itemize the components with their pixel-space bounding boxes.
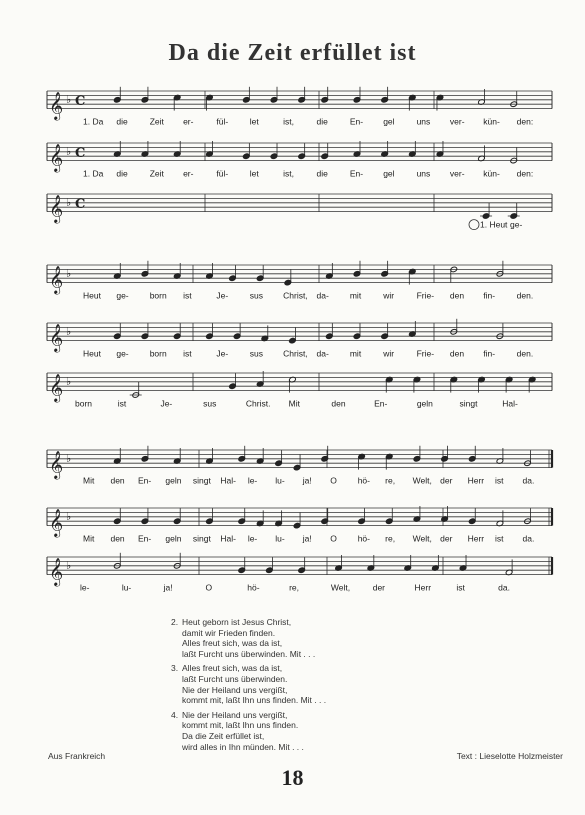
lyric-syllable: den [331,398,346,409]
flat-sign-icon: ♭ [66,266,72,280]
lyric-syllable: fül- [216,168,229,179]
lyric-syllable: ist [117,398,127,409]
verse-line: laßt Furcht uns überwinden. [182,673,288,684]
lyric-syllable: Herr [414,582,432,593]
additional-verses [171,617,326,756]
verse-number: 2. [171,617,179,627]
lyric-syllable: Je- [160,398,173,409]
lyric-syllable: ja! [163,582,173,593]
lyric-syllable: ge- [116,290,129,301]
verse-line: Alles freut sich, was da ist, [182,663,283,674]
lyric-syllable: geln [416,398,433,409]
verse-line: damit wir Frieden finden. [182,627,276,638]
lyric-syllable: Welt, [412,475,432,486]
lyric-syllable: singt [192,533,211,544]
lyric-syllable: Frie- [416,348,435,359]
treble-clef-icon: 𝄞 [49,143,64,172]
lyric-syllable: re, [385,533,396,544]
lyric-syllable: mit [349,290,362,301]
lyric-syllable: der [440,475,453,486]
lyric-syllable: O [205,582,213,593]
verse-line: Alles freut sich, was da ist, [182,638,283,649]
flat-sign-icon: ♭ [66,374,72,388]
lyric-syllable: Hal- [220,533,236,544]
lyric-syllable: Heut [83,348,101,359]
lyric-syllable: sus [249,348,264,359]
lyric-syllable: Mit [83,475,95,486]
lyric-syllable: die [116,116,128,127]
lyric-syllable: da- [316,348,329,359]
lyric-syllable: Mit [83,533,95,544]
flat-sign-icon: ♭ [66,451,72,465]
lyric-syllable: die [316,168,328,179]
verse-line: wird alles in Ihn münden. Mit . . . [182,741,304,752]
lyric-syllable: sus [203,398,217,409]
lyric-syllable: Herr [467,475,485,486]
verse-number: 3. [171,663,179,674]
verse-3 [171,663,326,705]
verse-4 [171,710,326,752]
lyric-syllable: er- [183,168,194,179]
lyric-syllable: kün- [483,116,500,127]
page-number: 18 [281,765,304,790]
lyric-syllable: die [116,168,128,179]
treble-clef-icon: 𝄞 [49,557,64,586]
lyric-syllable: den: [516,116,534,127]
lyric-syllable: le- [247,533,258,544]
verse-line: Nie der Heiland uns vergißt, [182,709,288,720]
lyric-syllable: born [149,348,167,359]
flat-sign-icon: ♭ [66,324,72,338]
lyric-syllable: Zeit [149,116,164,127]
lyric-syllable: den. [516,348,534,359]
lyric-syllable: En- [349,116,364,127]
treble-clef-icon: 𝄞 [49,91,64,120]
lyric-syllable: 1. Heut [480,219,508,230]
lyric-syllable: ist, [283,168,295,179]
lyric-syllable: ist [456,582,465,593]
flat-sign-icon: ♭ [66,558,72,572]
lyric-syllable: da. [522,475,535,486]
lyric-syllable: O [330,533,337,544]
lyric-syllable: 1. Da [83,116,104,127]
lyric-syllable: Christ, [283,348,308,359]
lyric-syllable: da- [316,290,329,301]
lyric-syllable: En- [137,475,152,486]
flat-sign-icon: ♭ [66,195,72,209]
lyric-syllable: born [75,398,93,409]
verse-line: Nie der Heiland uns vergißt, [182,684,288,695]
lyric-syllable: ist [183,348,192,359]
lyric-syllable: Christ, [283,290,308,301]
lyric-syllable: ja! [302,533,312,544]
lyric-syllable: Je- [216,290,229,301]
lyric-syllable: den [110,475,125,486]
lyric-syllable: O [330,475,337,486]
verse-2 [171,617,326,659]
lyric-syllable: lu- [121,582,132,593]
treble-clef-icon: 𝄞 [49,194,64,223]
lyric-syllable: En- [349,168,364,179]
common-time-icon: C [75,94,86,110]
lyric-syllable: ist, [283,116,295,127]
lyric-syllable: den. [516,290,534,301]
common-time-icon: C [75,197,86,213]
lyric-syllable: singt [459,398,478,409]
lyric-syllable: Heut [83,290,101,301]
lyric-syllable: den [449,348,465,359]
lyric-syllable: ist [495,475,504,486]
lyric-syllable: sus [249,290,264,301]
lyric-syllable: da. [522,533,535,544]
lyric-syllable: der [372,582,386,593]
verse-number: 4. [171,709,179,720]
lyric-syllable: geln [165,475,182,486]
lyric-syllable: lu- [275,533,285,544]
lyric-syllable: re, [289,582,300,593]
lyric-syllable: geln [165,533,182,544]
treble-clef-icon: 𝄞 [49,373,64,402]
lyric-syllable: den [110,533,125,544]
lyric-syllable: die [316,116,328,127]
verse-line: Heut geborn ist Jesus Christ, [182,617,292,627]
lyric-syllable: Je- [216,348,229,359]
verse-line: laßt Furcht uns überwinden. Mit . . . [182,648,316,659]
lyric-syllable: let [249,116,259,127]
lyric-syllable: er- [183,116,194,127]
lyric-syllable: den: [516,168,534,179]
flat-sign-icon: ♭ [66,92,72,106]
lyric-syllable: ver- [449,168,465,179]
lyric-syllable: re, [385,475,396,486]
text-credit: Text : Lieselotte Holzmeister [456,751,563,761]
lyric-syllable: hö- [357,533,371,544]
lyric-syllable: fin- [483,290,496,301]
lyric-syllable: kün- [483,168,500,179]
lyric-syllable: lu- [275,475,285,486]
lyric-syllable: hö- [247,582,260,593]
verse-line: kommt mit, laßt Ihn uns finden. [182,720,299,731]
lyric-syllable: Hal- [220,475,236,486]
lyric-syllable: Welt, [412,533,432,544]
treble-clef-icon: 𝄞 [49,450,64,479]
flat-sign-icon: ♭ [66,144,72,158]
lyric-syllable: ver- [449,116,465,127]
lyric-syllable: le- [247,475,258,486]
lyric-syllable: ge- [510,219,523,230]
lyric-syllable: ja! [302,475,312,486]
lyric-syllable: ge- [116,348,129,359]
lyric-syllable: le- [80,582,90,593]
lyric-syllable: gel [383,168,395,179]
verse-line: kommt mit, laßt Ihn uns finden. Mit . . . [182,695,327,706]
lyric-syllable: den [449,290,465,301]
lyric-syllable: ist [183,290,192,301]
lyric-syllable: Christ. [245,398,271,409]
lyric-syllable: Mit [288,398,300,409]
lyric-syllable: Welt, [330,582,351,593]
lyric-syllable: Zeit [149,168,164,179]
verse-line: Da die Zeit erfüllet ist, [182,730,265,741]
lyric-syllable: born [149,290,167,301]
lyric-syllable: En- [374,398,388,409]
lyric-syllable: uns [416,116,431,127]
lyric-syllable: der [440,533,453,544]
lyric-syllable: wir [383,348,395,359]
treble-clef-icon: 𝄞 [49,323,64,352]
lyric-syllable: uns [416,168,431,179]
lyric-syllable: gel [383,116,395,127]
lyric-syllable: Herr [467,533,485,544]
treble-clef-icon: 𝄞 [49,508,64,537]
lyric-syllable: wir [383,290,395,301]
origin-note: Aus Frankreich [48,751,106,761]
lyric-syllable: Frie- [416,290,435,301]
lyric-syllable: hö- [357,475,371,486]
lyric-syllable: mit [349,348,362,359]
round-marker-icon [469,220,479,230]
song-title: Da die Zeit erfüllet ist [168,40,417,66]
lyric-syllable: Hal- [502,398,518,409]
treble-clef-icon: 𝄞 [49,265,64,294]
lyric-syllable: da. [498,582,511,593]
lyric-syllable: ist [495,533,504,544]
lyric-syllable: 1. Da [83,168,104,179]
lyric-syllable: En- [137,533,152,544]
lyric-syllable: singt [192,475,211,486]
flat-sign-icon: ♭ [66,509,72,523]
lyric-syllable: let [249,168,259,179]
common-time-icon: C [75,146,86,162]
lyric-syllable: fin- [483,348,496,359]
lyric-syllable: fül- [216,116,229,127]
